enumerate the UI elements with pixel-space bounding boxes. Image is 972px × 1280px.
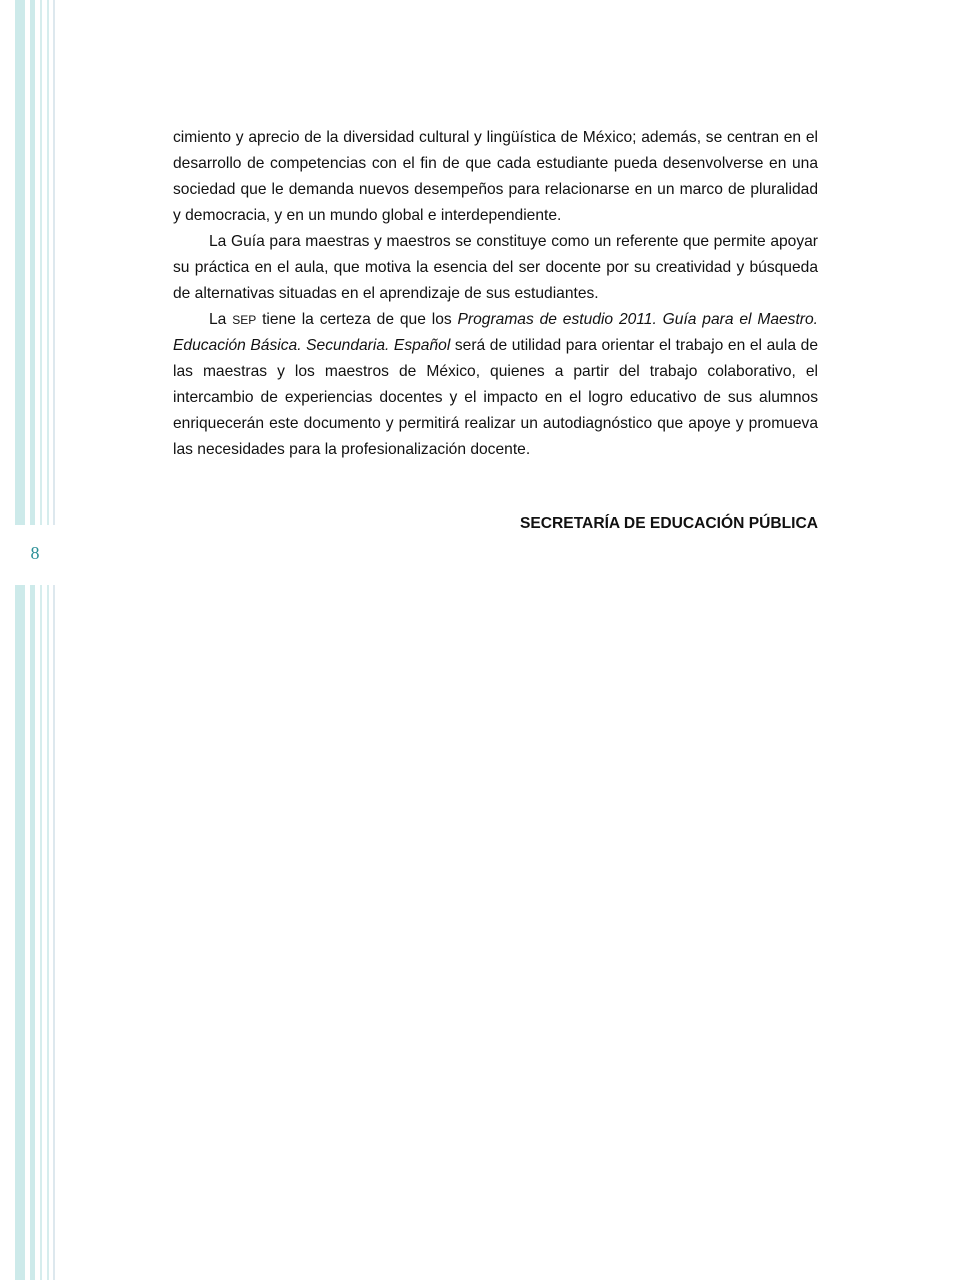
stripe bbox=[53, 585, 55, 1280]
signature: SECRETARÍA DE EDUCACIÓN PÚBLICA bbox=[519, 515, 818, 532]
stripe bbox=[40, 0, 42, 525]
paragraph-1: cimiento y aprecio de la diversidad cultural y lingüística de México; además, se centran en el desarrollo de competencias con el fin de que cada estudiante pueda desenvolverse en una sociedad que le demanda nuevos desempeños para relacionarse en un marco de pluralidad y democracia, y en un mundo global e interdependiente. bbox=[173, 129, 818, 224]
acronym-sep: SEP bbox=[232, 313, 257, 327]
stripe bbox=[47, 585, 49, 1280]
paragraph-3-suffix: será de utilidad para orientar el trabajo en el aula de las maestras y los maestros de México, quienes a partir del trabajo colaborativo, el intercambio de experiencias docentes y el impacto en el logro educativo de sus alumnos enriquecerán este documento y permitirá realizar un autodiagnóstico que apoye y promueva las necesidades para la profesionalización docente. bbox=[173, 337, 818, 458]
decorative-stripes-top bbox=[0, 0, 60, 525]
publication-title: Programas de estudio 2011. Guía para el Maestro. Educación Básica. Secundaria. Español bbox=[173, 311, 818, 354]
paragraph-3 bbox=[173, 307, 818, 463]
stripe bbox=[47, 0, 49, 525]
page-number: 8 bbox=[30, 543, 40, 563]
stripe bbox=[53, 0, 55, 525]
paragraph-3-mid: tiene la certeza de que los bbox=[256, 311, 458, 328]
stripe bbox=[30, 585, 35, 1280]
stripe bbox=[40, 585, 42, 1280]
stripe bbox=[30, 0, 35, 525]
paragraph-2: La Guía para maestras y maestros se constituye como un referente que permite apoyar su práctica en el aula, que motiva la esencia del ser docente por su creatividad y búsqueda de alternativas situadas en el aprendizaje de sus estudiantes. bbox=[173, 233, 818, 302]
body-text bbox=[173, 125, 818, 463]
paragraph-3-prefix: La bbox=[209, 311, 233, 328]
decorative-stripes-bottom bbox=[0, 585, 60, 1280]
stripe bbox=[15, 585, 25, 1280]
stripe bbox=[15, 0, 25, 525]
